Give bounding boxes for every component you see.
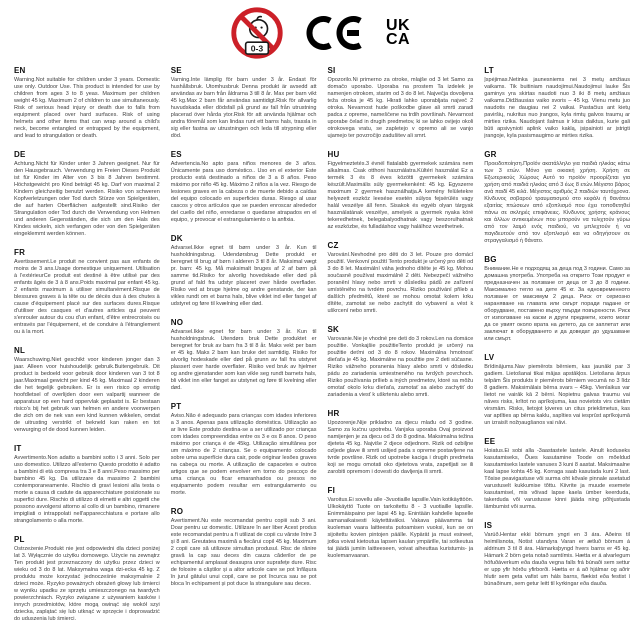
ukca-line-uk: UK <box>385 17 411 34</box>
warning-text-it: Avvertimento.Non adatto a bambini sotto i 3 anni. Solo per uso domestico. Utilizzo all'esterno Questo prodotto è adatto a bambini di età compresa tra 3 e 8 anni.Peso massimo per bambino 45 kg. Da utilizzare da massimo 2 bambini contemporaneamente. Rischio di gravi lesioni alla testa o morte a causa di cadute da apparecchiature posizionate su superfici dure. Rischio di utilizzo di elmetti e altri oggetti che possono avvolgersi attorno al collo di un bambino, rimanere impigliati o intrappolati nell'apparecchiatura e portare allo strangolamento o alla morte. <box>14 455 160 524</box>
language-block-fr <box>14 248 160 336</box>
language-block-hu <box>328 150 474 231</box>
language-block-bg <box>484 255 630 343</box>
language-block-en <box>14 66 160 140</box>
warning-text-is: Varúð.Hentar ekki börnum yngri en 3 ára. Aðeins til heimilisnota, Notist utandyra Varan er ætluð börnum á aldrinum 3 til 8 ára. Hámarksþyngd hvers barns er 45 kg. Hámark 2 börn geta notað samtímis. Hætta er á alvarlegum höfuðáverkum eða dauða vegna falls frá búnaði sem settur er upp yfir hörðu yfirborði. Hætta er á að hjálmar og aðrir hlutir sem geta vafist um háls barns, flækist eða festist í búnaðinum, sem getur leitt til kyrkingar eða dauða. <box>484 532 630 587</box>
warning-text-bg: Внимание.Не е подходящ за деца под 3 години. Само за домашна употреба. Употреба на открито Този продукт е предназначен за ползване от деца от 3 до 8 години. Максимално тегло на дете 45 кг. За едновременното ползване от максимум 2 деца. Риск от сериозно нараняване на главата или смърт поради падане от оборудване, поставено върху твърди повърхности. Риск от използване на каски и други предмети, които могат да се увият около врата на детето, да се заплетат или заключат в оборудването и да доведат до удушаване или смърт. <box>484 266 630 342</box>
language-block-it <box>14 444 160 525</box>
language-block-se <box>171 66 317 140</box>
language-block-cz <box>328 241 474 315</box>
warning-text-nl: Waarschuwing.Niet geschikt voor kinderen jonger dan 3 jaar. Alleen voor huishoudelijk gebruik.Buitengebruik. Dit product is bedoeld voor gebruik door kinderen van 3 tot 8 jaar.Maximaal gewicht per kind 45 kg. Maximaal 2 kinderen die het tegelijk gebruiken. Er is een risico op ernstig hoofdletsel of overlijden door een valpartij wanneer de apparatuur op een hard oppervlak geplaatst is. Er bestaan risico's bij het gebruik van helmen en andere voorwerpen die zich om de nek van een kind kunnen wikkelen, omdat de uitrusting verstrikt of bekneld kan raken en tot verwurging of de dood kunnen leiden. <box>14 357 160 433</box>
column-3 <box>328 66 474 633</box>
language-code-pt: PT <box>170 402 182 411</box>
ukca-mark <box>386 19 410 47</box>
warning-text-se: Varning.Inte lämplig för barn under 3 år. Endast för hushållsbruk. Utomhusbruk Denna produkt är avsedd att användas av barn från åldrarna 3 till 8 år. Max per barn vikt 45 kg.Max 2 barn får användas samtidigt.Risk för allvarlig huvudskada eller dödsfall på grund av fall från utrustning placerad över hårda ytor.Risk för att använda hjälmar och andra föremål som kan lindas runt ett barns hals, trassla in sig eller fastna av utrustningen och leda till strypning eller död. <box>170 77 317 139</box>
language-block-ro <box>171 507 317 588</box>
language-block-lv <box>484 353 630 427</box>
warning-text-lv: Brīdinājums.Nav piemērots bērniem, kas jaunāki par 3 gadiem. Lietošanai tikai mājas apstākļos. Lietošana ārpus telpām Šis produkts ir piemērots bērniem vecumā no 3 līdz 8 gadiem. Maksimālais bērna svars – 45kg. Vienlaikus var lietot ne vairāk kā 2 bērni. Nopietnu galvas traumu vai nāves risks, krītot no aprīkojuma, kas novietots virs cietām virsmām. Risks, lietojot ķiveres un citus priekšmetus, kas var aptīties ap bērna kaklu, sapīties vai iesprūst aprīkojumā un izraisīt nožņaugšanos vai nāvi. <box>484 364 630 426</box>
language-block-nl <box>14 346 160 434</box>
language-code-dk: DK <box>170 234 183 243</box>
language-code-cz: CZ <box>327 241 339 250</box>
language-code-fr: FR <box>14 248 26 257</box>
language-block-gr <box>484 150 630 245</box>
ce-mark <box>306 14 364 52</box>
warning-text-hr: Upozorenje.Nije prikladno za djecu mlađu od 3 godine. Samo za kućnu upotrebu. Vanjska uporaba Ovaj proizvod namijenjen je za djecu od 3 do 8 godina. Maksimalna težina djeteta 45 kg. Najviše 2 djece odjednom. Rizik od ozbiljne ozljede glave ili smrti uslijed pada s opreme postavljene na tvrde površine. Rizik od upotrebe kaciga i drugih predmeta koji se mogu omotati oko djetetova vrata, zapetljati se ili zarobiti opremom i dovesti do davljenja ili smrti. <box>327 420 474 475</box>
language-block-pl <box>14 535 160 623</box>
warning-text-pl: Ostrzeżenie.Produkt nie jest odpowiedni dla dzieci poniżej lat 3. Wyłącznie do użytku domowego. Użycie na zewnątrz Ten produkt jest przeznaczony do użytku przez dzieci w wieku od 3 do 8 lat. Maksymalna waga dzi-ecka 45 kg. Z produktu może korzystać jednocześnie maksymalnie 2 dzieci może. Ryzyko poważnych obrażeń głowy lub śmierci w wyniku upadku ze sprzętu umieszczonego na twardych powierzchniach. Ryzyko związane z używaniem kasków i innych przedmiotów, które mogą owinąć się wokół szyi dziecka, zaplątać się lub utknąć w sprzęcie i doprowadzić do uduszenia lub śmierci. <box>14 546 160 622</box>
language-block-no <box>171 318 317 392</box>
language-code-lt: LT <box>484 66 494 75</box>
warning-text-no: Advarsel.Ikke egnet for barn under 3 år. Kun til husholdningsbruk. Utendørs bruk Dette produktet er beregnet for bruk av barn fra 3 til 8 år. Maks vekt per barn er 45 kg. Maks 2 barn kan bruke det samtidig. Risiko for alvorlig hodeskade eller død på grunn av fall fra utstyret plassert over harde overflater. Risiko ved bruk av hjelmer og andre gjenstander som kan vikle seg rundt barnets hals, bli viklet inn eller fanget av utstynet og føre til kvelning eller død. <box>170 329 317 391</box>
warning-text-hu: Figyelmeztetés.3 évnél fiatalabb gyermekek számára nem alkalmas. Csak otthoni használatra.Kültéri használat Ez a termék 3 és 8 éves közötti gyermekek számára készült.Maximális súly gyermekenként: 45 kg. Egyszerre maximum 2 gyermek használhatja.A kemény felületekre helyezett eszköz leesése esetén súlyos fejsérülés vagy halál veszélye áll fenn. Sisakok és egyéb olyan tárgyak használatának veszélye, amelyek a gyermek nyaka köré tekeredhetnek, belegabalyodhatnak vagy beszorulhatnak az eszközbe, és fulladáshoz vagy halálhoz vezethetnek. <box>327 161 474 230</box>
warning-text-gr: Προειδοποίηση.Προϊόν ακατάλληλο για παιδιά ηλικίας κάτω των 3 ετών. Μόνο για οικιακή χρήση. Χρήση σε Εξωτερικούς Χώρους Αυτό το προϊόν προορίζεται για χρήση από παιδιά ηλικίας από 3 έως 8 ετών.Μέγιστο βάρος ανά παιδί 45 κιλά. Μέγιστος αριθμός 2 παιδιών ταυτόχρονα. Κίνδυνος σοβαρού τραυματισμού στο κεφάλι ή θανάτου εξαιτίας πτώσεων από εξοπλισμό που έχει τοποθετηθεί πάνω σε σκληρές επιφάνειες. Κίνδυνος χρήσης κράνους και άλλων αντικειμένων που μπορούν να τυλιχτούν γύρω από τον λαιμό ενός παιδιού, να μπλεχτούν ή να παγιδευτούν από τον εξοπλισμό και να οδηγήσουν σε στραγγαλισμό ή θάνατο. <box>484 161 630 244</box>
language-block-pt <box>171 402 317 497</box>
warning-text-fr: Avertissement.Le produit ne convient pas aux enfants de moins de 3 ans.Usage domestique uniquement. Utilisation à l'extérieurCe produit est destiné à être utilisé par des enfants âgés de 3 à 8 ans.Poids maximal par enfant 45 kg. 2 enfants maximum à utiliser simultanément.Risque de blessures graves à la tête ou de décès dus à des chutes à cause d'équipement placé sur des surfaces dures.Risque d'utiliser des casques et d'autres articles qui peuvent s'enrouler autour du cou d'un enfant, d'être entrecroisés ou entravés par l'équipement, et de conduire à l'étranglement ou à la mort. <box>14 259 160 335</box>
warning-text-es: Advertencia.No apto para niños menores de 3 años. Únicamente para uso doméstico.. Uso en el exterior Este producto está destinado a niños de 3 a 8 años. Peso máximo por niño 45 kg. Máximo 2 niños a la vez. Riesgo de lesiones graves en la cabeza o de muerte debido a caídas del equipo colocado en superficies duras. Riesgo al usar cascos y otros artículos que se pueden enroscar alrededor del cuello del niño, enredarse o quedarse atrapados en el equipo, y provocar el estrangulamiento o la anfixia. <box>170 161 317 223</box>
warning-text-sk: Varovanie.Nie je vhodné pre deti do 3 rokov.Len na domáce použitie. Vonkajšie použitieTento produkt je určený na použitie deťmi od 3 do 8 rokov. Maximálna hmotnosť dieťaťa je 45 kg. Maximálne na použitie pre 2 deti súčasne. Riziko vážneho poranenia hlavy alebo smrti v dôsledku pádu zo zariadenia umiestneného na tvrdých povrchoch. Riziko používania prílieb a iných predmetov, ktoré sa môžu omotať okolo krku dieťaťa, zamotať sa alebo zachytiť do zariadenia a viesť k uškrteniu alebo smrti. <box>327 336 474 398</box>
warning-text-en: Warning.Not suitable for children under 3 years. Domestic use only. Outdoor Use. This product is intended for use by children from ages 3 to 8 yeas. Maximum per children weight 45 kg. Maximum 2 of children to use simultaneously. Risk of serious head injury or death due to falls from equipment placed over hard surfaces. Risk of using helmets and other items that can wrap around a child's neck, become entangled or entrapped by the equipment, and lead to strangulation or death. <box>14 77 160 139</box>
language-code-hu: HU <box>327 150 340 159</box>
warning-text-ro: Avertisment.Nu este recomandat pentru copiii sub 3 ani. Doar pentru uz domestic. Utilizare în aer liber Acest produs este recomandat pentru a fi utilizat de copii cu vârste între 3 și 8 ani. Greutatea maximă a fiecărui copil 45 kg. Maximum 2 copii care să utilizeze simultan produsul. Risc de rănire gravă la cap sau deces din cauza căderilor de pe echipamentul amplasat deasupra unor suprafețe dure. Risc de folosire a căștilor și a altor articole care se pot înfășura în jurul gâtului unui copil, care se pot încurca sau se pot bloca în echipament și pot duce la strangulare sau deces. <box>170 518 317 587</box>
age-range-label: 0-3 <box>250 43 264 54</box>
language-code-fi: FI <box>327 486 336 495</box>
column-4 <box>484 66 630 633</box>
language-code-de: DE <box>14 150 26 159</box>
warning-text-cz: Varování.Nevhodné pro děti do 3 let. Pouze pro domácí použití. Venkovní použití Tento produkt je určený pro děti od 3 do 8 let. Maximální váha jednoho dítěte je 45 kg. Mohou současně používat maximálně 2 děti. Nebezpečí vážného poranění hlavy nebo smrti v důsledku pádů ze zařízení umístěného na tvrdém povrchu. Riziko používání přileb a dalších předmětů, které se mohou omotat kolem krku dítěte, zamotat se nebo zachytit do vybavení a vést k uškrcení nebo smrti. <box>327 252 474 314</box>
language-code-ee: EE <box>484 437 496 446</box>
warning-text-ee: Hoiatus.Ei sobi alla -3aastastele lastele. Ainult koduseks kasutamiseks, Õues kasutamine Toode on mõeldud kasutamiseks lastele vanuses 3 kuni 8 aastat. Maksimaalne kaal lapse kohta 45 kg. Korraga saab kasutada kuni 2 last. Tõsise peavigastuse või surma oht kõvale pinnale asetatud varustuselt kukkumise tõttu. Kiivrite ja muude esemete kasutamisel, mis võivad lapse kaela ümber keerduda, takerduda või varustusse kinni jääda ning põhjustada lämbumist või surma. <box>484 448 630 510</box>
warning-text-lt: Įspėjimas.Netinka jaunesniems nei 3 metų amžiaus vaikams. Tik buitiniam naudojimui.Naudojimui lauke Šis gaminys yra skirtas naudoti nuo 3 iki 8 metų amžiaus vaikams.Didžiausias vaiko svoris – 45 kg. Vienu metu juo naudotis ne daugiau nei 2 vaikai. Pastačius ant kietų paviršių, nukritus nuo įrangos, kyla rimtų galvos traumų ar mirties rizika. Naudojant šalmus ir kitus daiktus, kurie gali būti apsivynioti aplink vaiko kaklą, įsipainioti ar įstrigti įrangoje, kyla pasismaugimo ar mirties rizika. <box>484 77 630 139</box>
warning-text-fi: Varoitus.Ei sovellu alle -3vuotiaille lapsille.Vain kotikäyttöön. Ulkokäyttö Tuote on tarkoitettu 8 - 3 vuotiaille lapsille. Enimmäispaino per lapsi 45 kg. Enintään kahdelle lapselle samanaikaisesti käytettäväksi. Vakava päävamma tai kuoleman vaara laitteesta putoamisen vuoksi, kun se on sijoitettu kovien pintojen päälle. Kypärät ja muut esineet, jotka voivat kietoutua lapsen kaulan ympärille, tai sotkeutua tai jäädä jumiin laitteeseen, voivat aiheuttaa kuristumis- ja kuolemanvaaran. <box>327 497 474 559</box>
language-code-si: SI <box>327 66 336 75</box>
language-code-ro: RO <box>170 507 184 516</box>
warning-text-columns <box>0 62 640 633</box>
language-code-is: IS <box>484 521 493 530</box>
language-code-gr: GR <box>484 150 497 159</box>
language-code-bg: BG <box>484 255 497 264</box>
warning-text-dk: Advarsel.Ikke egnet til børn under 3 år. Kun til husholdningsbrug. Udendørsbrug Dette produkt er beregnet til brug af børn i alderen 3 til 8 år. Maksimal vægt pr. barn: 45 kg. Må maksimalt bruges af 2 af børn på samme tid.Risiko for alvorlig hovedskade eller død på grund af fald fra udstyr placeret over hårde overflader. Risiko ved at bruge hjelme og andre genstande, der kan vikles rundt om et barns hals, blive viklet ind eller fanget af udstyret og føre til kvælning eller død. <box>170 245 317 307</box>
language-block-lt <box>484 66 630 140</box>
language-code-it: IT <box>14 444 22 453</box>
ce-mark-icon <box>306 14 364 52</box>
warning-text-si: Opozorilo.Ni primerno za otroke, mlajše od 3 let Samo za domačo uporabo. Uporaba na prostem Ta izdelek je namenjen otrokom, starim od 3 do 8 let. Največja dovoljena teža otroka je 45 kg. Hkrati lahko uporabljata največ 2 otroka. Nevarnost hude poškodbe glave ali smrti zaradi padca z opreme, nameščene na trdih površinah. Nevarnost uporabe čelad in drugih predmetov, ki se lahko ovijejo okoli otrokovega vratu, se zapletejo v opremo ali se vanjo ujamejo ter povzročijo zadušitev ali smrt. <box>327 77 474 139</box>
language-code-nl: NL <box>14 346 26 355</box>
language-block-si <box>328 66 474 140</box>
column-2 <box>171 66 317 633</box>
language-block-fi <box>328 486 474 560</box>
language-block-de <box>14 150 160 238</box>
ukca-line-ca: CA <box>385 31 411 48</box>
language-code-sk: SK <box>327 325 340 334</box>
language-block-ee <box>484 437 630 511</box>
warning-text-de: Achtung.Nicht für Kinder unter 3 Jahren geeignet. Nur für den Hausgebrauch. Verwendung im Freien Dieses Produkt ist für Kinder im Alter von 3 bis 8 Jahren bestimmt. Höchstgewicht pro Kind beträgt 45 kg. Darf von maximal 2 Kindern gleichzeitig benutzt werden. Risiko von schweren Kopfverletzungen oder Tod durch Stürze von Spielgeräten, die auf harten Oberflächen aufgestellt sind.Risiko der Strangulation oder Tod durch die Verwendung von Helmen und anderen Gegenständen, die sich um den Hals des Kindes wickeln, sich verfangen oder von den Spielgeräten eingeklemmt werden können. <box>14 161 160 237</box>
language-code-hr: HR <box>327 409 340 418</box>
warning-text-pt: Aviso.Não é adequado para crianças com idades inferiores a 3 anos. Apenas para utilização doméstica. Utilização ao ar livre Este produto destina-se a ser utilizado por crianças com idades compreendidas entre os 3 e os 8 anos. O peso máximo por criança é de 45kg. Utilização simultânea por um máximo de 2 crianças. Se o equipamento colocado sobre uma superfície dura cair, pode originar lesões graves na cabeça ou morte. A utilização de capacetes e outros artigos que se podem envolver em torno do pescoço de uma criança ou ficar emaranhados ou presos no equipamento podem resultar em estrangulamento ou morte. <box>170 413 317 496</box>
language-block-is <box>484 521 630 588</box>
language-code-es: ES <box>170 150 182 159</box>
language-code-pl: PL <box>14 535 25 544</box>
language-code-se: SE <box>170 66 182 75</box>
marks-row <box>0 0 640 62</box>
language-code-no: NO <box>170 318 184 327</box>
language-block-dk <box>171 234 317 308</box>
language-code-lv: LV <box>484 353 495 362</box>
language-block-es <box>171 150 317 224</box>
column-1 <box>14 66 160 633</box>
language-block-hr <box>328 409 474 476</box>
language-code-en: EN <box>14 66 26 75</box>
language-block-sk <box>328 325 474 399</box>
not-suitable-under-3-icon <box>230 6 284 60</box>
age-warning-icon <box>230 6 284 60</box>
